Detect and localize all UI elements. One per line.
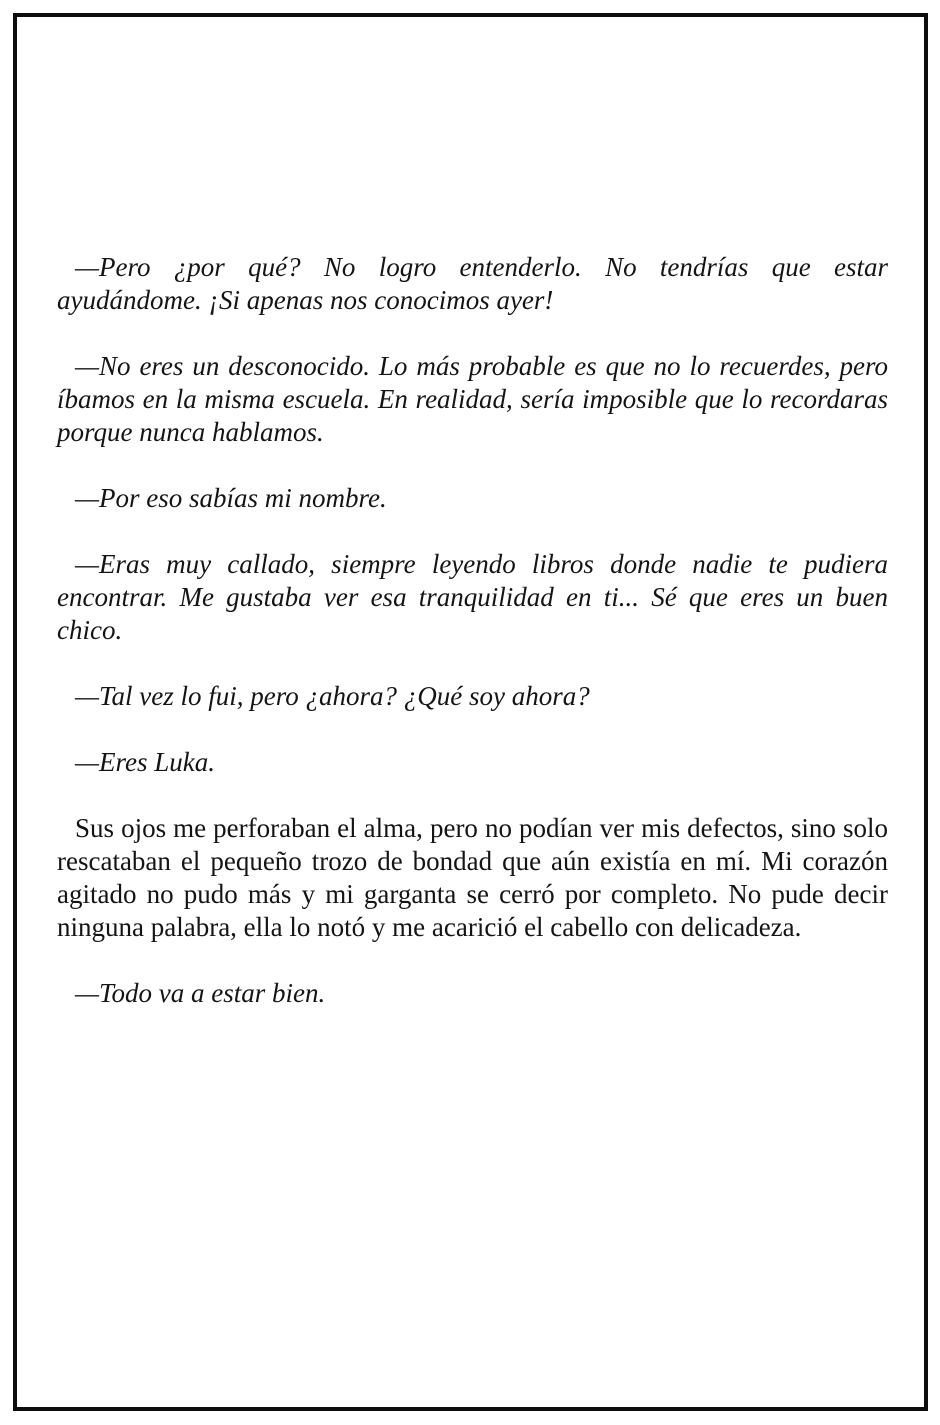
- paragraph-dialogue-3: —Por eso sabías mi nombre.: [75, 483, 387, 513]
- paragraph-dialogue-5: —Tal vez lo fui, pero ¿ahora? ¿Qué soy ahora?: [75, 681, 590, 711]
- page-text-block: [17, 251, 924, 1010]
- paragraph-dialogue-7: —Todo va a estar bien.: [75, 978, 326, 1008]
- book-page: [13, 13, 928, 1411]
- paragraph-dialogue-6: —Eres Luka.: [75, 747, 215, 777]
- paragraph-dialogue-1: —Pero ¿por qué? No logro entenderlo. No tendrías que estar ayudándome. ¡Si apenas nos conocimos ayer!: [57, 252, 888, 315]
- paragraph-narration: Sus ojos me perforaban el alma, pero no podían ver mis defectos, sino solo rescataban el pequeño trozo de bondad que aún existía en mí. Mi corazón agitado no pudo más y mi garganta se cerró por completo. No pude decir ninguna palabra, ella lo notó y me acarició el cabello con delicadeza.: [57, 813, 888, 942]
- paragraph-dialogue-2: —No eres un desconocido. Lo más probable es que no lo recuerdes, pero íbamos en la misma escuela. En realidad, sería imposible que lo recordaras porque nunca hablamos.: [57, 351, 888, 447]
- paragraph-dialogue-4: —Eras muy callado, siempre leyendo libros donde nadie te pudiera encontrar. Me gustaba ver esa tranquilidad en ti... Sé que eres un buen chico.: [57, 549, 888, 645]
